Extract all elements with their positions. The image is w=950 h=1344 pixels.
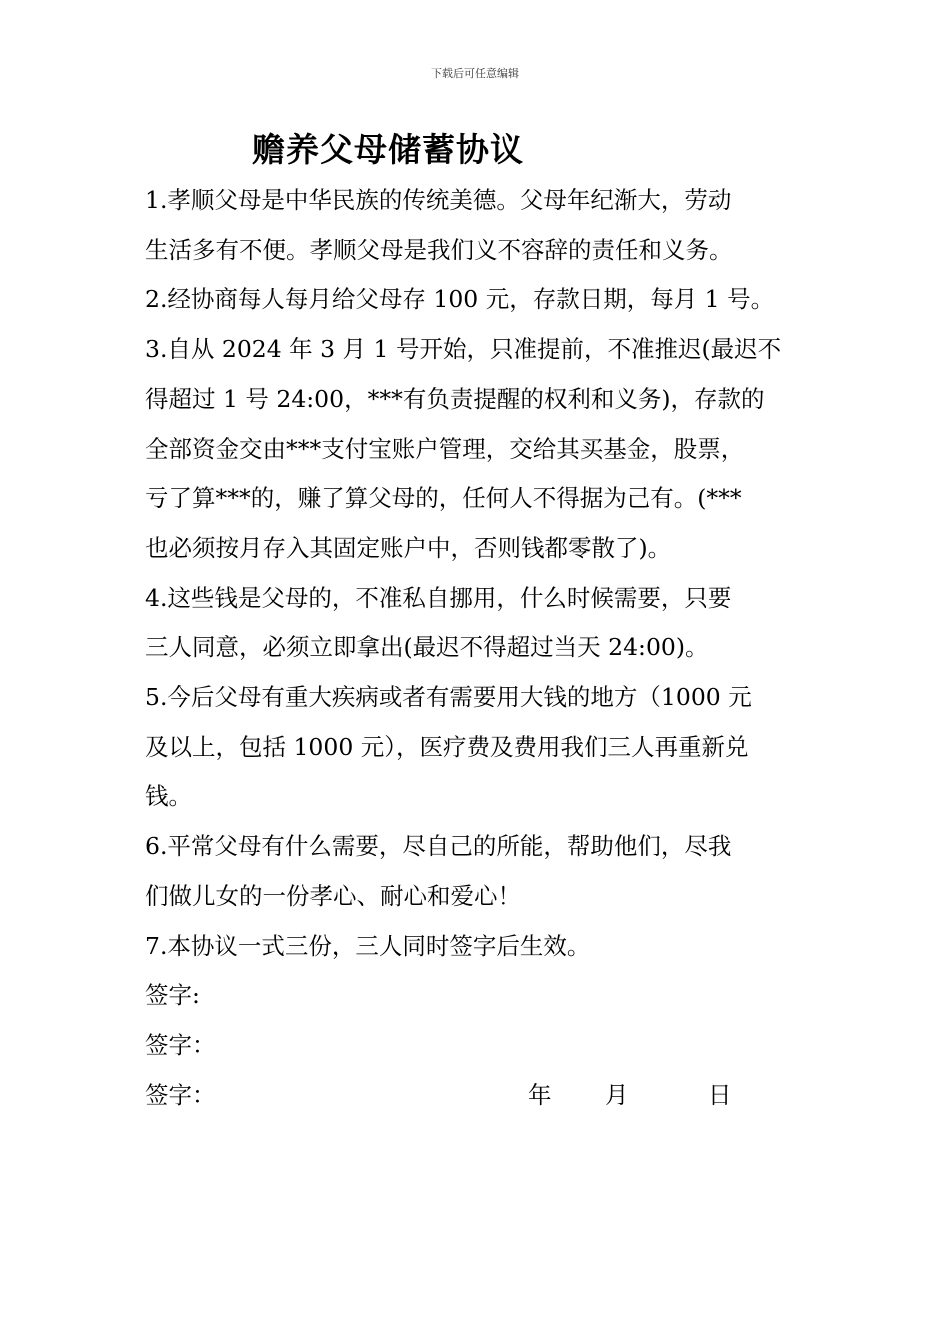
clause-line: 3.自从 2024 年 3 月 1 号开始，只准提前，不准推迟(最迟不 [145,335,782,364]
clause-line: 钱。 [145,782,192,811]
clause-line: 2.经协商每人每月给父母存 100 元，存款日期，每月 1 号。 [145,285,775,314]
clause-line: 也必须按月存入其固定账户中，否则钱都零散了)。 [145,533,672,562]
clause-line: 三人同意，必须立即拿出(最迟不得超过当天 24:00)。 [145,633,709,662]
clause-line: 得超过 1 号 24:00，***有负责提醒的权利和义务)，存款的 [145,384,765,413]
clause-line: 及以上，包括 1000 元），医疗费及费用我们三人再重新兑 [145,732,749,761]
clause-line: 亏了算***的，赚了算父母的，任何人不得据为己有。(*** [145,484,742,513]
header-note: 下载后可任意编辑 [431,67,519,80]
date-year-label: 年 [528,1080,552,1109]
clause-line: 们做儿女的一份孝心、耐心和爱心！ [145,881,521,910]
signature-label: 签字： [145,1080,216,1109]
signature-label: 签字: [145,981,200,1010]
agreement-body [145,176,815,1120]
signature-line-2 [145,1021,815,1071]
signature-label: 签字： [145,1030,216,1059]
signature-line-3 [145,1071,815,1121]
clause-line: 5.今后父母有重大疾病或者有需要用大钱的地方（1000 元 [145,683,752,712]
clause-line: 4.这些钱是父母的，不准私自挪用，什么时候需要，只要 [145,583,732,612]
clause-line: 7.本协议一式三份，三人同时签字后生效。 [145,931,591,960]
signature-line-1 [145,971,815,1021]
clause-line: 1.孝顺父母是中华民族的传统美德。父母年纪渐大，劳动 [145,186,732,214]
clause-line: 生活多有不便。孝顺父母是我们义不容辞的责任和义务。 [145,235,733,264]
clause-line: 全部资金交由***支付宝账户管理，交给其买基金，股票， [145,434,745,463]
clause-line: 6.平常父母有什么需要，尽自己的所能，帮助他们，尽我 [145,832,732,861]
date-day-label: 日 [708,1080,732,1109]
date-month-label: 月 [605,1080,629,1109]
document-title: 赡养父母储蓄协议 [252,130,524,169]
